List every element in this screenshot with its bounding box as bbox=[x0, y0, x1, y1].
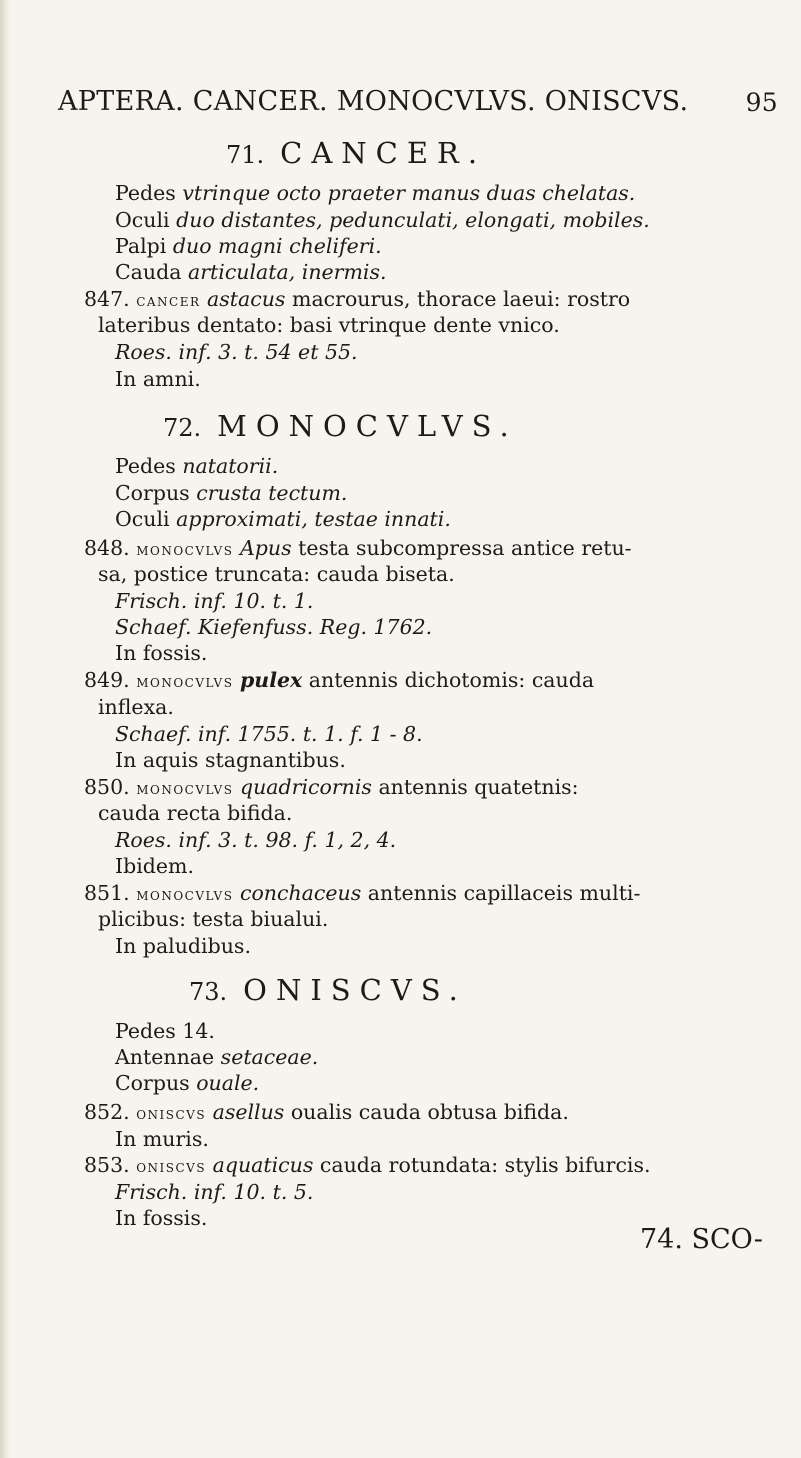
character-line: Cauda articulata, inermis. bbox=[115, 260, 387, 284]
character-line: Pedes vtrinque octo praeter manus duas chelatas. bbox=[115, 181, 636, 205]
species-entry-852: 852. oniscvs asellus oualis cauda obtusa bifida. bbox=[84, 1100, 569, 1124]
species-habitat: In amni. bbox=[115, 367, 201, 391]
species-reference: Roes. inf. 3. t. 54 et 55. bbox=[115, 340, 358, 364]
species-habitat: In muris. bbox=[115, 1127, 209, 1151]
page-number: 95 bbox=[745, 88, 778, 117]
species-entry-cont: lateribus dentato: basi vtrinque dente vnico. bbox=[98, 313, 560, 337]
species-habitat: In fossis. bbox=[115, 1206, 208, 1230]
character-line: Oculi duo distantes, pedunculati, elongati, mobiles. bbox=[115, 208, 650, 232]
species-entry-850: 850. monocvlvs quadricornis antennis quatetnis: bbox=[84, 775, 579, 799]
character-line: Corpus ouale. bbox=[115, 1071, 260, 1095]
character-line: Antennae setaceae. bbox=[115, 1045, 319, 1069]
species-habitat: In paludibus. bbox=[115, 934, 251, 958]
species-entry-847: 847. cancer astacus macrourus, thorace laeui: rostro bbox=[84, 287, 631, 311]
genus-heading-cancer: 71. CANCER. bbox=[226, 136, 487, 170]
running-title: APTERA. CANCER. MONOCVLVS. ONISCVS. bbox=[58, 86, 689, 117]
character-line: Pedes 14. bbox=[115, 1019, 215, 1043]
species-entry-853: 853. oniscvs aquaticus cauda rotundata: stylis bifurcis. bbox=[84, 1153, 651, 1177]
species-entry-cont: inflexa. bbox=[98, 695, 174, 719]
running-header bbox=[58, 86, 778, 117]
character-line: Pedes natatorii. bbox=[115, 454, 279, 478]
species-reference: Roes. inf. 3. t. 98. f. 1, 2, 4. bbox=[115, 828, 397, 852]
character-line: Corpus crusta tectum. bbox=[115, 481, 348, 505]
character-line: Oculi approximati, testae innati. bbox=[115, 507, 451, 531]
species-reference: Schaef. inf. 1755. t. 1. f. 1 - 8. bbox=[115, 722, 423, 746]
species-reference: Schaef. Kiefenfuss. Reg. 1762. bbox=[115, 615, 433, 639]
species-entry-cont: plicibus: testa biualui. bbox=[98, 907, 329, 931]
species-reference: Frisch. inf. 10. t. 5. bbox=[115, 1180, 314, 1204]
species-habitat: Ibidem. bbox=[115, 854, 194, 878]
species-entry-848: 848. monocvlvs Apus testa subcompressa antice retu- bbox=[84, 536, 632, 560]
species-habitat: In fossis. bbox=[115, 641, 208, 665]
species-habitat: In aquis stagnantibus. bbox=[115, 748, 346, 772]
species-reference: Frisch. inf. 10. t. 1. bbox=[115, 589, 314, 613]
genus-heading-oniscus: 73. ONISCVS. bbox=[189, 973, 467, 1007]
species-entry-cont: sa, postice truncata: cauda biseta. bbox=[98, 562, 455, 586]
genus-heading-monoculus: 72. MONOCVLVS. bbox=[163, 409, 518, 443]
species-entry-cont: cauda recta bifida. bbox=[98, 801, 293, 825]
catchword: 74. SCO- bbox=[640, 1224, 763, 1255]
species-entry-851: 851. monocvlvs conchaceus antennis capillaceis multi- bbox=[84, 881, 641, 905]
species-entry-849: 849. monocvlvs pulex antennis dichotomis: cauda bbox=[84, 668, 595, 692]
character-line: Palpi duo magni cheliferi. bbox=[115, 234, 382, 258]
